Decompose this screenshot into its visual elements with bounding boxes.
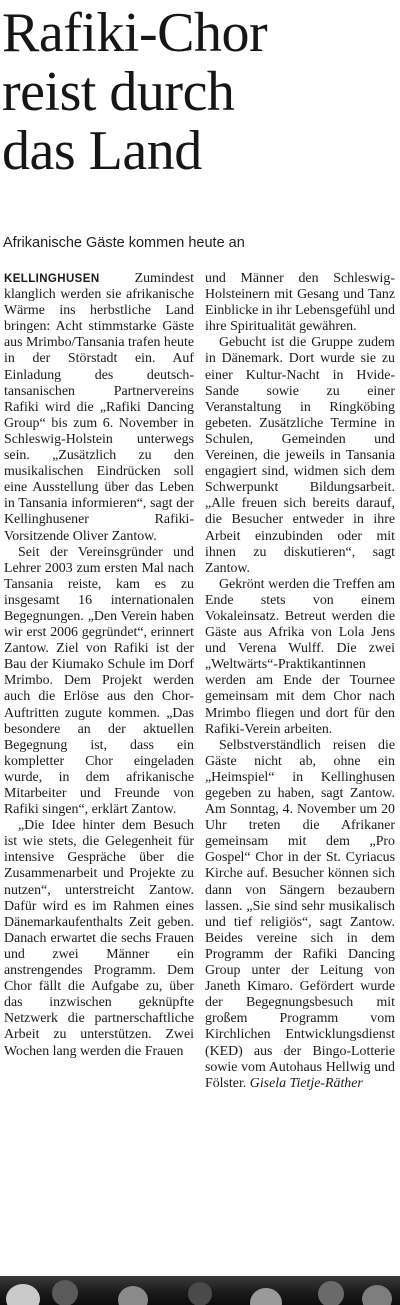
article-paragraph: und Männer den Schleswig-Holsteinern mit Gesang und Tanz Einblicke in ihr Lebensgefühl und ihre Spiritualität gewähren.	[205, 271, 395, 335]
article-photo	[0, 1276, 400, 1305]
headline-line-3: das Land	[2, 120, 202, 182]
paragraph-text: Selbstverständlich reisen die Gäste nicht ab, ohne ein „Heimspiel“ in Kellinghusen gegeben zu haben, sagt Zantow. Am Sonntag, 4. November um 20 Uhr treten die Afrikaner gemeinsam mit dem „Pro Gospel“ Chor in der St. Cyriacus Kirche auf. Besucher können sich dann von Sängern bezaubern lassen. „Sie sind sehr musikalisch und tief religiös“, sagt Zantow. Beides vereine sich in dem Programm der Rafiki Dancing Group unter der Leitung von Janeth Kimaro. Gefördert wurde der Begegnungsbesuch mit großem Programm vom Kirchlichen Entwicklungsdienst (KED) aus der Bingo-Lotterie sowie vom Autohaus Hellwig und Fölster.	[205, 737, 395, 1091]
article-paragraph	[205, 738, 395, 1092]
author-byline: Gisela Tietje-Räther	[249, 1075, 363, 1091]
headline-line-1: Rafiki-Chor	[2, 2, 268, 64]
headline	[2, 4, 398, 181]
article-paragraph: Gekrönt werden die Treffen am Ende stets von einem Vokaleinsatz. Betreut werden die Gäste aus Afrika von Lola Jens und Verena Wulff. Die zwei „Weltwärts“-Praktikantinnen werden am Ende der Tournee gemeinsam mit dem Chor nach Mrimbo fliegen und dort für den Rafiki-Verein arbeiten.	[205, 576, 395, 737]
article-paragraph: Gebucht ist die Gruppe zudem in Dänemark. Dort wurde sie zu einer Kultur-Nacht in Hvide-Sande sowie zu einer Veranstaltung in Ringköbing gebeten. Zusätzliche Termine in Schulen, Gemeinden und Vereinen, die jeweils in Tansania engagiert sind, widmen sich dem Schwerpunkt Bildungsarbeit. „Alle freuen sich bereits darauf, die Besucher entweder in ihre Arbeit einzubinden oder mit ihnen zu diskutieren“, sagt Zantow.	[205, 335, 395, 576]
article-paragraph: „Die Idee hinter dem Besuch ist wie stets, die Gelegenheit für intensive Gespräche über die Zusammenarbeit und Projekte zu nutzen“, unterstreicht Zantow. Dafür wird es im Rahmen eines Dänemarkaufenthalts Zeit geben. Danach erwartet die sechs Frauen und zwei Männer ein anstrengendes Programm. Dem Chor fällt die Aufgabe zu, über das inzwischen geknüpfte Netzwerk die partnerschaftliche Arbeit zu unterstützen. Zwei Wochen lang werden die Frauen	[4, 818, 194, 1059]
paragraph-text: Zumindest klanglich werden sie afrikanische Wärme ins herbstliche Land bringen: Acht stimmstarke Gäste aus Mrimbo/Tansania trafen heute in der Störstadt ein. Auf Einladung des deutsch-tansanischen Partnervereins Rafiki wird die „Rafiki Dancing Group“ bis zum 6. November in Schleswig-Holstein unterwegs sein. „Zusätzlich zu den musikalischen Eindrücken soll eine Ausstellung über das Leben in Tansania informieren“, sagt der Kellinghusener Rafiki-Vorsitzende Oliver Zantow.	[4, 271, 194, 544]
headline-line-2: reist durch	[2, 61, 235, 123]
dateline: KELLINGHUSEN	[4, 273, 100, 285]
article-column-right	[205, 271, 395, 1092]
article-paragraph: Seit der Vereinsgründer und Lehrer 2003 zum ersten Mal nach Tansania reiste, kam es zu insgesamt 16 internationalen Begegnungen. „Den Verein haben wir erst 2006 gegründet“, erinnert Zantow. Ziel von Rafiki ist der Bau der Kiumako Schule im Dorf Mrimbo. Dem Projekt werden auch die Erlöse aus den Chor-Auftritten zugute kommen. „Das besondere an der aktuellen Begegnung ist, dass ein kompletter Chor eingeladen wurde, in dem afrikanische Mitarbeiter und Freunde von Rafiki singen“, erklärt Zantow.	[4, 544, 194, 818]
subheadline: Afrikanische Gäste kommen heute an	[3, 235, 245, 251]
article-column-left	[4, 271, 194, 1060]
article-paragraph	[4, 271, 194, 545]
